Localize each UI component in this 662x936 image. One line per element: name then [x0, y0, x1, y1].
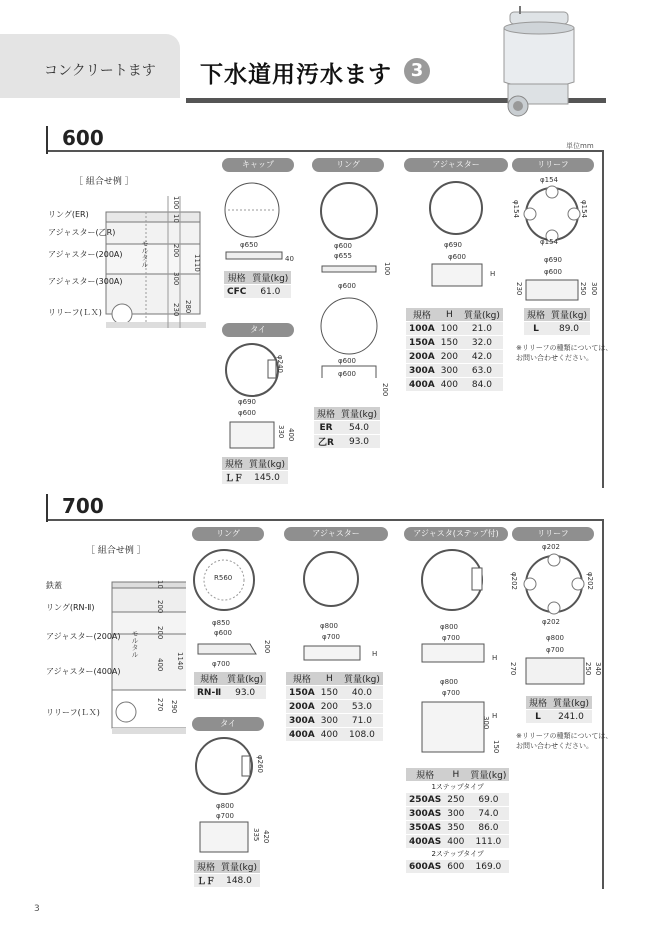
table-cell: ＬＦ	[194, 874, 218, 888]
section-600-title: 600	[62, 126, 104, 150]
dimension-label: φ700	[322, 633, 340, 641]
dimension-label: 100	[172, 196, 180, 210]
dimension-label: H	[490, 270, 496, 278]
dimension-label: φ154	[540, 176, 558, 184]
dimension-label: 200	[263, 640, 271, 654]
table-cell: 42.0	[461, 350, 503, 364]
dimension-label: R560	[214, 574, 233, 582]
table-cell: 400A	[406, 378, 438, 392]
section-700-right-rule	[602, 519, 604, 889]
table-cell: 54.0	[338, 421, 380, 435]
table-cell: ＬＦ	[222, 471, 246, 485]
table-cell: 400AS	[406, 835, 444, 849]
component-label: リング(ER)	[48, 210, 89, 219]
unit-label: 単位mm	[566, 142, 594, 150]
table-header: 規格	[524, 308, 548, 322]
dimension-label: 340	[594, 662, 602, 676]
dimension-label: 300	[482, 716, 490, 730]
table-cell: 150A	[406, 336, 438, 350]
page-title: 下水道用汚水ます	[200, 62, 392, 88]
adjuster-spec-table	[406, 308, 503, 392]
dimension-label: φ202	[542, 543, 560, 551]
component-label: アジャスター(200A)	[48, 250, 123, 259]
dimension-label: 300	[172, 272, 180, 286]
section-600-rule	[48, 150, 602, 152]
dimension-label: φ700	[442, 689, 460, 697]
pill-ring: リング	[312, 158, 384, 172]
table-cell: 400	[444, 835, 467, 849]
pill-ring-700: リング	[192, 527, 264, 541]
dimension-label: H	[372, 650, 378, 658]
tie-spec-table	[222, 457, 288, 485]
dimension-label: 335	[252, 828, 260, 842]
dimension-label: φ800	[216, 802, 234, 810]
example-label-600: ［ 組合せ例 ］	[74, 177, 134, 187]
example-label-700: ［ 組合せ例 ］	[86, 546, 146, 556]
section-600-right-rule	[602, 150, 604, 488]
dimension-label: φ800	[440, 623, 458, 631]
dimension-label: 290	[170, 700, 178, 714]
table-cell: 250AS	[406, 793, 444, 807]
table-header: 規格	[194, 860, 218, 874]
table-cell: 40.0	[341, 686, 383, 700]
table-cell: 300A	[286, 714, 318, 728]
pill-cap: キャップ	[222, 158, 294, 172]
table-header: 規格	[286, 672, 318, 686]
dimension-label: 230	[172, 303, 180, 317]
table-cell: 74.0	[467, 807, 509, 821]
table-header: 規格	[194, 672, 224, 686]
table-cell: 350AS	[406, 821, 444, 835]
dimension-label: 300	[590, 282, 598, 296]
table-cell: 300	[438, 364, 461, 378]
table-cell: 145.0	[246, 471, 288, 485]
table-cell: 53.0	[341, 700, 383, 714]
pill-relief-700: リリーフ	[512, 527, 594, 541]
mortar-label: モルタル	[131, 630, 139, 658]
dimension-label: 1140	[176, 652, 184, 670]
category-tab	[0, 34, 180, 98]
dimension-label: φ600	[338, 370, 356, 378]
dimension-label: 400	[156, 658, 164, 672]
dimension-label: 40	[285, 255, 294, 263]
dimension-label: 250	[579, 282, 587, 296]
table-cell: 100A	[406, 322, 438, 336]
dimension-label: φ202	[542, 618, 560, 626]
dimension-label: φ690	[238, 398, 256, 406]
dimension-label: φ600	[448, 253, 466, 261]
table-header: 規格	[406, 768, 444, 782]
dimension-label: 270	[509, 662, 517, 676]
table-cell: 93.0	[338, 435, 380, 449]
cap-spec-table	[224, 271, 291, 299]
dimension-label: φ700	[216, 812, 234, 820]
pill-adjuster: アジャスター	[404, 158, 508, 172]
dimension-label: 400	[287, 428, 295, 442]
dimension-label: φ800	[320, 622, 338, 630]
section-700-rule	[48, 519, 602, 521]
mortar-label: モルタル	[141, 240, 149, 268]
adjuster-700-spec-table	[286, 672, 383, 742]
table-cell: 169.0	[467, 860, 509, 874]
section-700-title: 700	[62, 494, 104, 518]
section-number-badge: 3	[404, 58, 430, 84]
table-cell: 63.0	[461, 364, 503, 378]
table-header: H	[318, 672, 341, 686]
relief-spec-table	[524, 308, 590, 336]
dimension-label: φ655	[334, 252, 352, 260]
table-header: 質量(kg)	[461, 308, 503, 322]
dimension-label: φ154	[580, 200, 588, 218]
table-cell: 21.0	[461, 322, 503, 336]
table-cell: 200A	[406, 350, 438, 364]
dimension-label: 100	[383, 262, 391, 276]
table-header: 規格	[526, 696, 550, 710]
note-line: お問い合わせください。	[516, 354, 593, 362]
table-cell: 150	[438, 336, 461, 350]
table-header: 規格	[222, 457, 246, 471]
pill-tie: タイ	[222, 323, 294, 337]
section-700-header	[46, 494, 104, 522]
table-cell: 150A	[286, 686, 318, 700]
dimension-label: 280	[184, 300, 192, 314]
dimension-label: 200	[172, 244, 180, 258]
table-header: 質量(kg)	[338, 407, 380, 421]
table-header: 質量(kg)	[218, 860, 260, 874]
dimension-label: φ690	[544, 256, 562, 264]
step-type-heading: 1ステップタイプ	[406, 782, 509, 793]
dimension-label: φ700	[546, 646, 564, 654]
dimension-label: φ600	[238, 409, 256, 417]
step-adjuster-spec-table	[406, 768, 509, 874]
note-line: ※リリーフの種類については、	[516, 344, 613, 352]
dimension-label: φ240	[276, 355, 284, 373]
component-label: アジャスター(乙R)	[48, 228, 116, 237]
dimension-label: φ154	[540, 238, 558, 246]
table-cell: 84.0	[461, 378, 503, 392]
table-cell: 300AS	[406, 807, 444, 821]
table-cell: L	[526, 710, 550, 724]
table-cell: 93.0	[224, 686, 266, 700]
table-header: 質量(kg)	[224, 672, 266, 686]
page-number: 3	[34, 904, 40, 914]
table-cell: 350	[444, 821, 467, 835]
ring-drawing	[318, 178, 388, 378]
component-label: リリーフ(ＬＸ)	[46, 708, 100, 717]
table-cell: 300	[318, 714, 341, 728]
relief-700-note	[516, 731, 612, 751]
table-cell: 61.0	[249, 285, 291, 299]
table-cell: RN-Ⅱ	[194, 686, 224, 700]
pill-tie-700: タイ	[192, 717, 264, 731]
pill-adjuster-700: アジャスター	[284, 527, 388, 541]
table-cell: 69.0	[467, 793, 509, 807]
table-cell: CFC	[224, 285, 249, 299]
relief-700-spec-table	[526, 696, 592, 724]
dimension-label: φ600	[338, 357, 356, 365]
table-cell: 108.0	[341, 728, 383, 742]
category-label: コンクリートます	[44, 63, 156, 79]
table-cell: 32.0	[461, 336, 503, 350]
component-label: 鉄蓋	[46, 581, 62, 590]
dimension-label: 150	[492, 740, 500, 754]
dimension-label: 200	[156, 626, 164, 640]
relief-note	[516, 343, 612, 363]
component-label: アジャスター(200A)	[46, 632, 121, 641]
table-header: 質量(kg)	[550, 696, 592, 710]
table-cell: 250	[444, 793, 467, 807]
dimension-label: 250	[584, 662, 592, 676]
dimension-label: φ690	[444, 241, 462, 249]
dimension-label: 200	[381, 383, 389, 397]
table-cell: 148.0	[218, 874, 260, 888]
table-cell: 71.0	[341, 714, 383, 728]
table-cell: 300	[444, 807, 467, 821]
component-label: リング(RN-Ⅱ)	[46, 603, 95, 612]
dimension-label: φ650	[240, 241, 258, 249]
table-cell: L	[524, 322, 548, 336]
dimension-label: φ600	[544, 268, 562, 276]
table-cell: 86.0	[467, 821, 509, 835]
table-cell: 200	[318, 700, 341, 714]
table-cell: 400	[318, 728, 341, 742]
component-label: アジャスター(400A)	[46, 667, 121, 676]
component-label: アジャスター(300A)	[48, 277, 123, 286]
table-header: 規格	[406, 308, 438, 322]
dimension-label: φ600	[214, 629, 232, 637]
dimension-label: φ260	[256, 755, 264, 773]
table-header: 質量(kg)	[548, 308, 590, 322]
dimension-label: 330	[277, 425, 285, 439]
table-cell: 300A	[406, 364, 438, 378]
table-cell: 400	[438, 378, 461, 392]
table-header: H	[444, 768, 467, 782]
ring-drawing-700	[192, 548, 272, 672]
table-cell: 600	[444, 860, 467, 874]
table-cell: 241.0	[550, 710, 592, 724]
component-label: リリーフ(ＬＸ)	[48, 308, 102, 317]
table-cell: 400A	[286, 728, 318, 742]
table-cell: ER	[314, 421, 338, 435]
dimension-label: φ700	[212, 660, 230, 668]
dimension-label: φ154	[512, 200, 520, 218]
tie-700-spec-table	[194, 860, 260, 888]
table-header: 質量(kg)	[246, 457, 288, 471]
dimension-label: φ202	[510, 572, 518, 590]
dimension-label: φ600	[334, 242, 352, 250]
dimension-label: 10	[156, 580, 164, 589]
table-cell: 150	[318, 686, 341, 700]
dimension-label: φ800	[440, 678, 458, 686]
adjuster-drawing	[428, 180, 488, 290]
dimension-label: φ850	[212, 619, 230, 627]
table-cell: 100	[438, 322, 461, 336]
step-type-heading: 2ステップタイプ	[406, 849, 509, 860]
note-line: ※リリーフの種類については、	[516, 732, 613, 740]
table-cell: 乙R	[314, 435, 338, 449]
dimension-label: 230	[515, 282, 523, 296]
dimension-label: φ700	[442, 634, 460, 642]
dimension-label: φ202	[586, 572, 594, 590]
table-header: 規格	[314, 407, 338, 421]
table-cell: 111.0	[467, 835, 509, 849]
pill-relief: リリーフ	[512, 158, 594, 172]
ring-spec-table	[314, 407, 380, 449]
dimension-label: 420	[262, 830, 270, 844]
table-header: 質量(kg)	[467, 768, 509, 782]
dimension-label: H	[492, 654, 498, 662]
table-header: 質量(kg)	[341, 672, 383, 686]
table-cell: 200A	[286, 700, 318, 714]
adjuster-drawing-700	[300, 550, 370, 666]
pill-step-adjuster: アジャスタ(ステップ付)	[404, 527, 508, 541]
note-line: お問い合わせください。	[516, 742, 593, 750]
dimension-label: φ600	[338, 282, 356, 290]
product-photo	[494, 6, 594, 118]
table-header: H	[438, 308, 461, 322]
table-cell: 600AS	[406, 860, 444, 874]
dimension-label: 1110	[193, 254, 201, 272]
table-header: 質量(kg)	[249, 271, 291, 285]
dimension-label: 200	[156, 600, 164, 614]
dimension-label: H	[492, 712, 498, 720]
dimension-label: 10	[172, 214, 180, 223]
table-header: 規格	[224, 271, 249, 285]
ring-700-spec-table	[194, 672, 266, 700]
dimension-label: φ800	[546, 634, 564, 642]
table-cell: 89.0	[548, 322, 590, 336]
table-cell: 200	[438, 350, 461, 364]
dimension-label: 270	[156, 698, 164, 712]
